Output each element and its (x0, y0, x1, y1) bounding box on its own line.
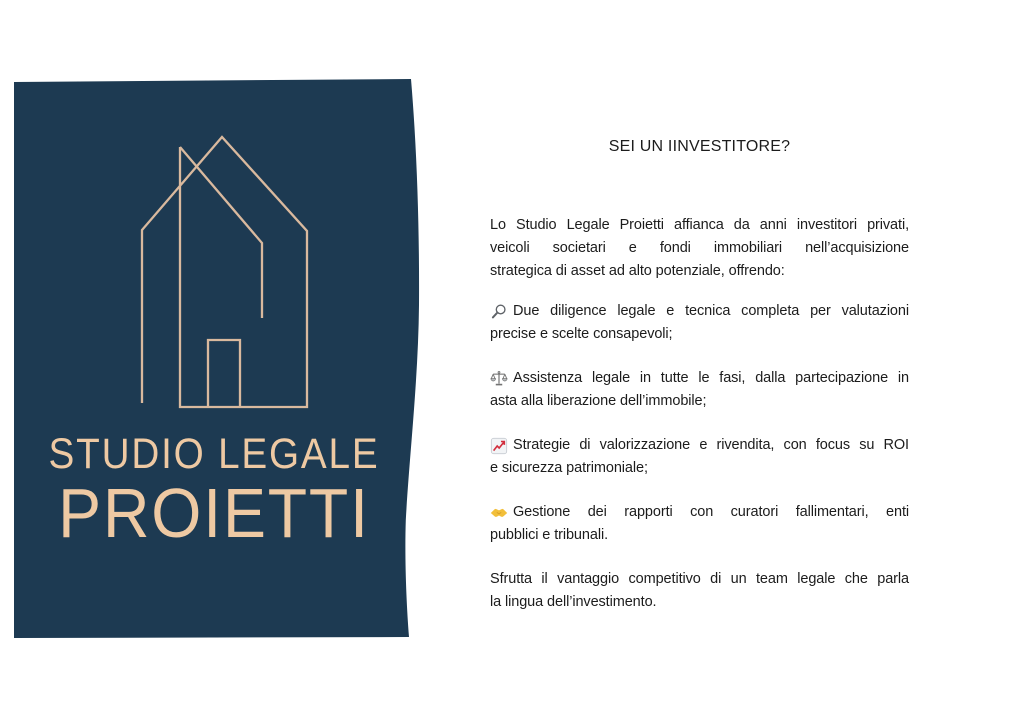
bullet-assistenza-legale (490, 367, 909, 413)
text-line: Gestione dei rapporti con curatori fallimentari, enti (513, 504, 909, 520)
bullet-text (490, 501, 909, 547)
text-line: Lo Studio Legale Proietti affianca da anni investitori privati, (490, 217, 909, 233)
text-line: veicoli societari e fondi immobiliari nell’acquisizione (490, 240, 909, 256)
text-line: Assistenza legale in tutte le fasi, dalla partecipazione in (513, 370, 909, 386)
closing-paragraph (490, 568, 909, 614)
bullet-text (490, 367, 909, 413)
chart-increasing-icon (490, 437, 508, 455)
text-line: asta alla liberazione dell’immobile; (490, 393, 707, 409)
content-column (490, 135, 909, 614)
brand-name-line1: STUDIO LEGALE (48, 430, 380, 478)
panel-shape (0, 0, 430, 724)
text-line: la lingua dell’investimento. (490, 594, 657, 610)
intro-paragraph (490, 214, 909, 283)
text-line: e sicurezza patrimoniale; (490, 460, 648, 476)
text-line: Strategie di valorizzazione e rivendita, con focus su ROI (513, 437, 909, 453)
page-title: SEI UN IINVESTITORE? (608, 138, 791, 155)
bullet-text (490, 434, 909, 480)
bullet-due-diligence (490, 300, 909, 346)
bullet-gestione-rapporti (490, 501, 909, 547)
text-line: precise e scelte consapevoli; (490, 326, 673, 342)
handshake-icon (490, 504, 508, 522)
text-line: strategica di asset ad alto potenziale, offrendo: (490, 263, 785, 279)
text-line: Sfrutta il vantaggio competitivo di un team legale che parla (490, 571, 909, 587)
bullet-strategie (490, 434, 909, 480)
magnifier-icon (490, 303, 508, 321)
brand-name-line2: PROIETTI (58, 474, 370, 552)
panel-background (14, 79, 419, 638)
text-line: Due diligence legale e tecnica completa per valutazioni (513, 303, 909, 319)
text-line: pubblici e tribunali. (490, 527, 608, 543)
scales-icon (490, 370, 508, 388)
brand-panel (0, 0, 430, 724)
bullet-text (490, 300, 909, 346)
